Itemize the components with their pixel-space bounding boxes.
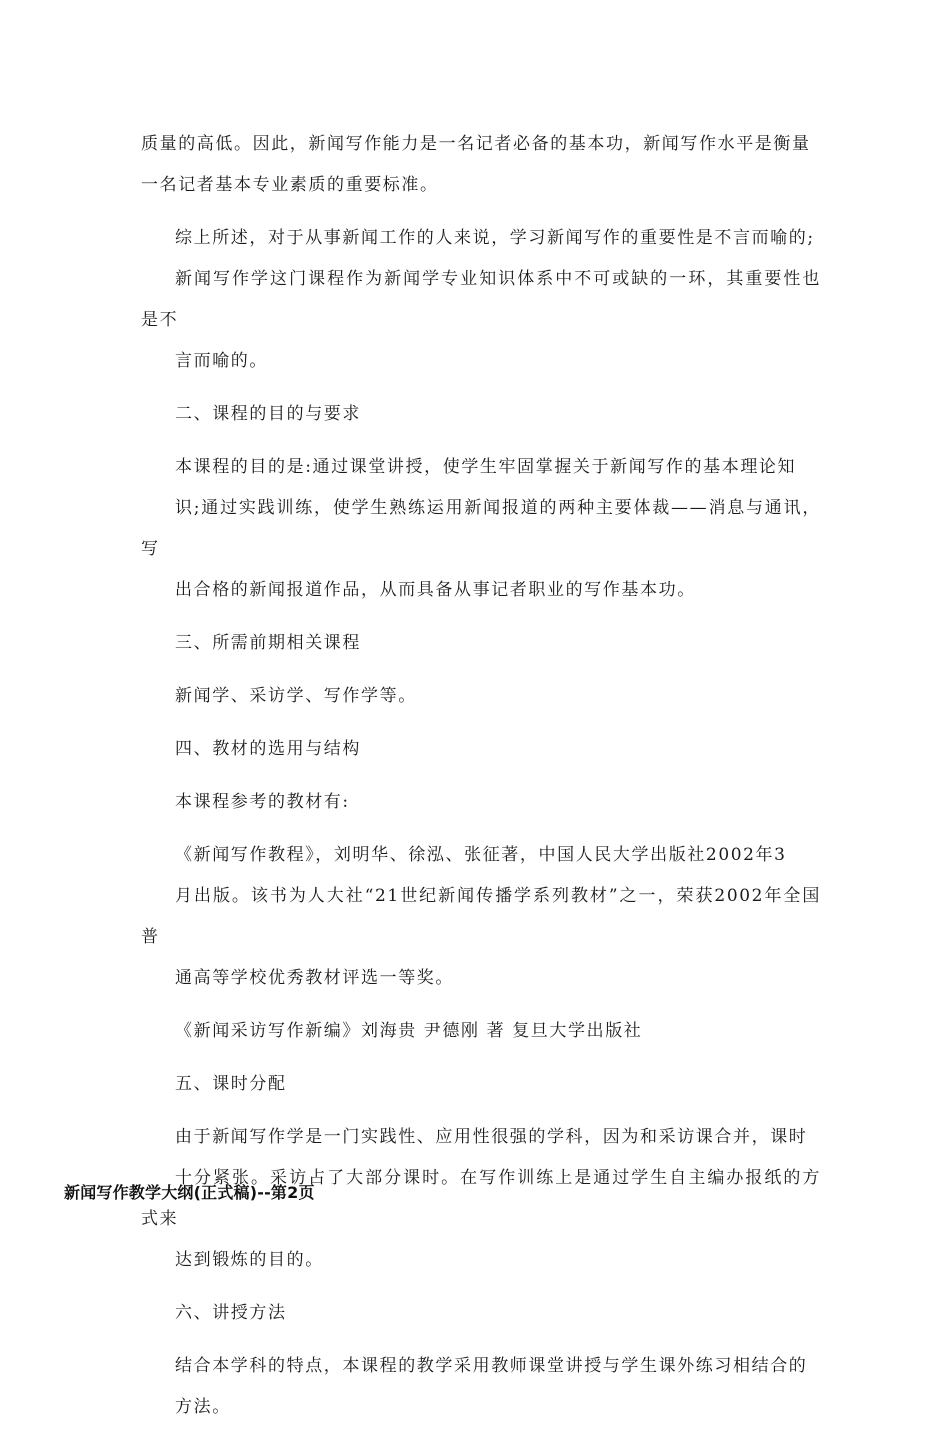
paragraph <box>141 729 821 770</box>
text-line: 一名记者基本专业素质的重要标准。 <box>141 175 439 195</box>
text-line: 《新闻采访写作新编》刘海贵 尹德刚 著 复旦大学出版社 <box>175 1021 643 1041</box>
text-line: 新闻写作学这门课程作为新闻学专业知识体系中不可或缺的一环，其重要性也是不 <box>141 269 821 330</box>
text-line: 质量的高低。因此，新闻写作能力是一名记者必备的基本功，新闻写作水平是衡量 <box>141 134 811 154</box>
text-line: 四、教材的选用与结构 <box>175 739 361 759</box>
paragraph <box>141 447 821 611</box>
text-line: 由于新闻写作学是一门实践性、应用性很强的学科，因为和采访课合并，课时 <box>175 1127 808 1147</box>
paragraph <box>141 1064 821 1105</box>
page-footer: 新闻写作教学大纲(正式稿)--第2页 <box>64 1183 315 1202</box>
text-line: 言而喻的。 <box>175 351 268 371</box>
text-line: 出合格的新闻报道作品，从而具备从事记者职业的写作基本功。 <box>175 580 696 600</box>
text-line: 新闻学、采访学、写作学等。 <box>175 686 417 706</box>
paragraph <box>141 1011 821 1052</box>
text-line: 本课程的目的是:通过课堂讲授，使学生牢固掌握关于新闻写作的基本理论知 <box>175 457 797 477</box>
paragraph <box>141 623 821 664</box>
text-line: 五、课时分配 <box>175 1074 287 1094</box>
paragraph <box>141 218 821 382</box>
text-line: 通高等学校优秀教材评选一等奖。 <box>175 968 454 988</box>
text-line: 综上所述，对于从事新闻工作的人来说，学习新闻写作的重要性是不言而喻的; <box>175 228 815 248</box>
paragraph <box>141 124 821 206</box>
text-line: 本课程参考的教材有: <box>175 792 350 812</box>
text-line: 十分紧张。采访占了大部分课时。在写作训练上是通过学生自主编办报纸的方式来 <box>141 1168 821 1229</box>
text-line: 结合本学科的特点，本课程的教学采用教师课堂讲授与学生课外练习相结合的 <box>175 1356 808 1376</box>
paragraph <box>141 394 821 435</box>
text-line: 达到锻炼的目的。 <box>175 1250 324 1270</box>
text-line: 三、所需前期相关课程 <box>175 633 361 653</box>
text-line: 方法。 <box>175 1397 231 1417</box>
text-line: 月出版。该书为人大社“21世纪新闻传播学系列教材”之一，荣获2002年全国普 <box>141 886 821 947</box>
document-body <box>141 124 821 1440</box>
paragraph <box>141 1293 821 1334</box>
text-line: 《新闻写作教程》，刘明华、徐泓、张征著，中国人民大学出版社2002年3 <box>175 845 787 865</box>
text-line: 二、课程的目的与要求 <box>175 404 361 424</box>
text-line: 识;通过实践训练，使学生熟练运用新闻报道的两种主要体裁——消息与通讯，写 <box>141 498 821 559</box>
paragraph <box>141 1346 821 1428</box>
text-line: 六、讲授方法 <box>175 1303 287 1323</box>
paragraph <box>141 835 821 999</box>
paragraph <box>141 676 821 717</box>
paragraph <box>141 782 821 823</box>
